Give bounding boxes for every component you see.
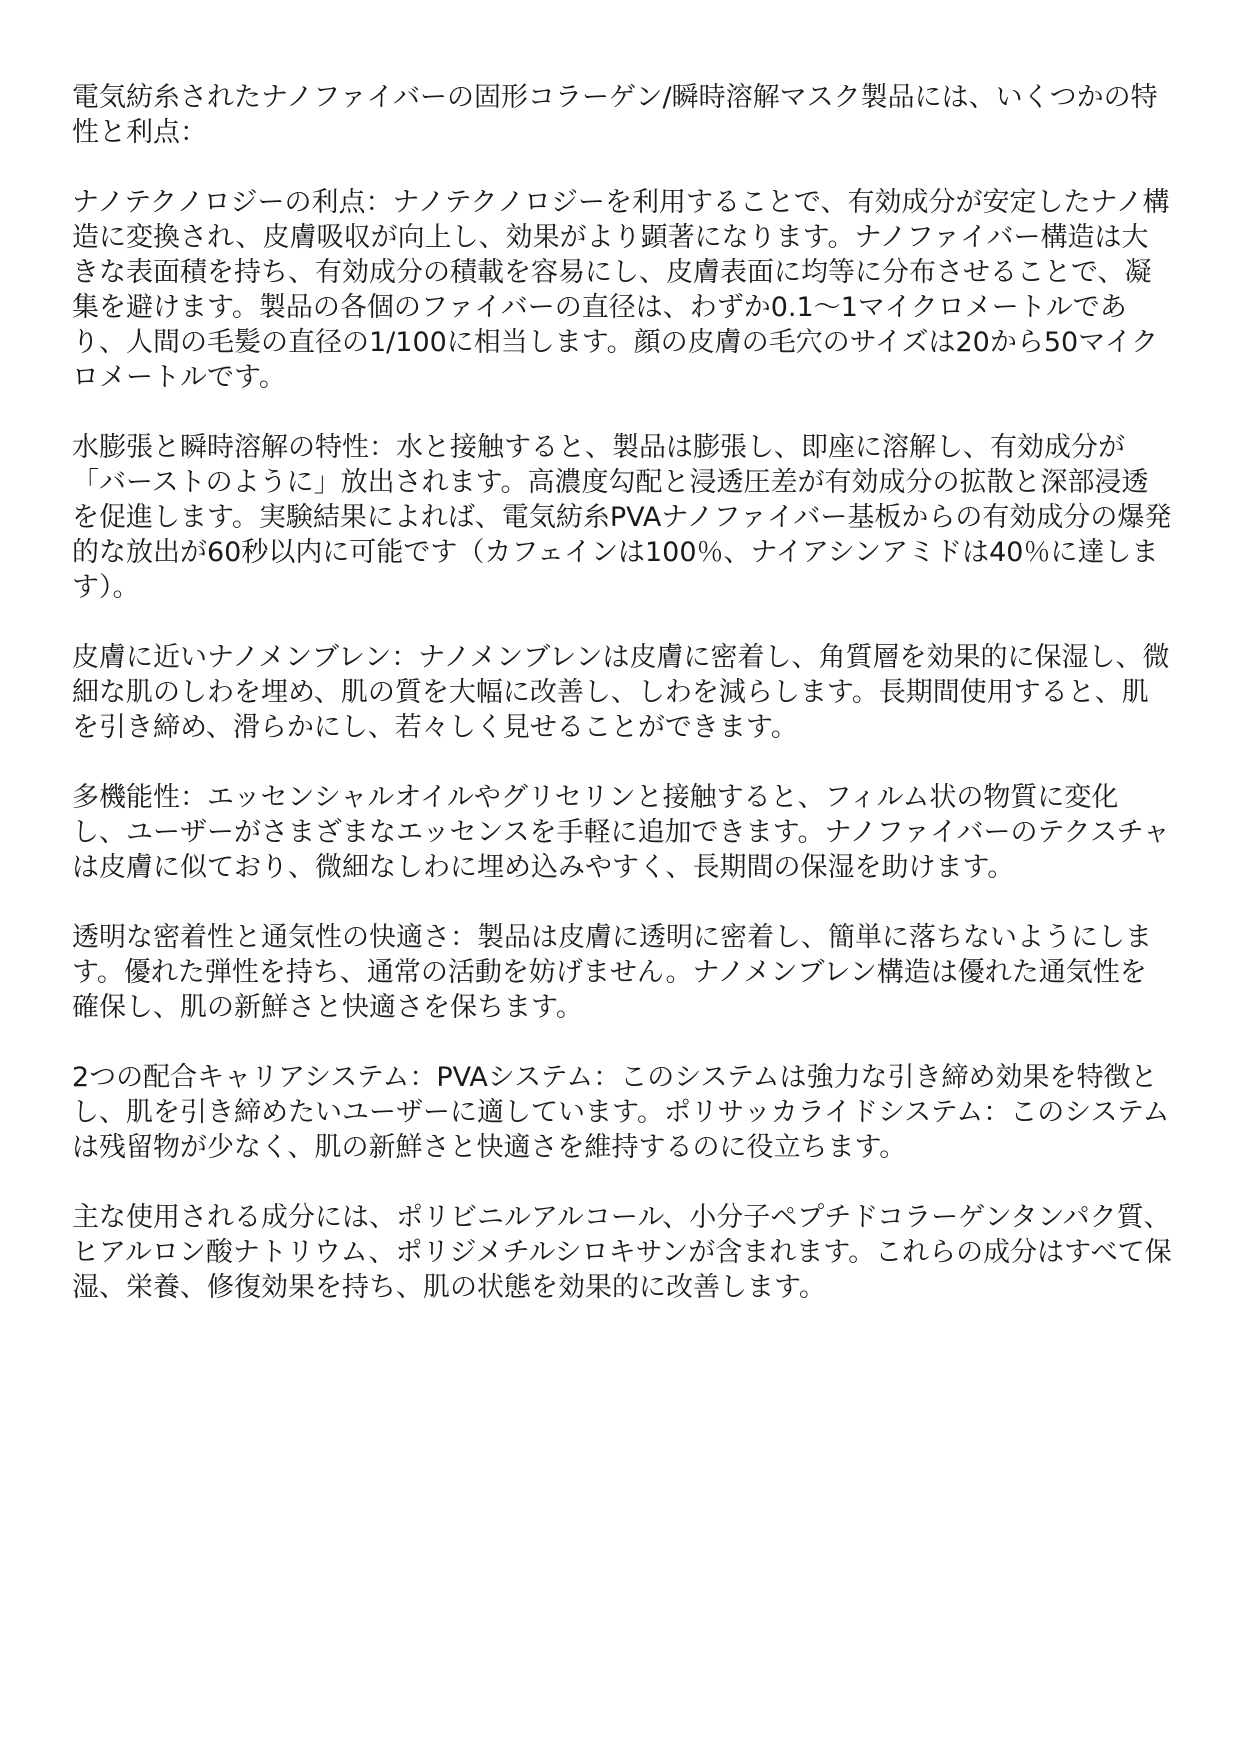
nanomembrane-paragraph: 皮膚に近いナノメンブレン：ナノメンブレンは皮膚に密着し、角質層を効果的に保湿し、微細な肌のしわを埋め、肌の質を大幅に改善し、しわを減らします。長期間使用すると、肌を引き締め、滑らかにし、若々しく見せることができます。 bbox=[72, 642, 1170, 743]
nanotechnology-paragraph: ナノテクノロジーの利点：ナノテクノロジーを利用することで、有効成分が安定したナノ構造に変換され、皮膚吸収が向上し、効果がより顕著になります。ナノファイバー構造は大きな表面積を持ち、有効成分の積載を容易にし、皮膚表面に均等に分布させることで、凝集を避けます。製品の各個のファイバーの直径は、わずか0.1〜1マイクロメートルであり、人間の毛髪の直径の1/100に相当します。顔の皮膚の毛穴のサイズは20から50マイクロメートルです。 bbox=[72, 187, 1170, 393]
intro-paragraph: 電気紡糸されたナノファイバーの固形コラーゲン/瞬時溶解マスク製品には、いくつかの特性と利点： bbox=[72, 82, 1158, 148]
carrier-system-paragraph: 2つの配合キャリアシステム：PVAシステム：このシステムは強力な引き締め効果を特徴とし、肌を引き締めたいユーザーに適しています。ポリサッカライドシステム：このシステムは残留物が少なく、肌の新鮮さと快適さを維持するのに役立ちます。 bbox=[72, 1062, 1170, 1163]
multifunction-paragraph: 多機能性：エッセンシャルオイルやグリセリンと接触すると、フィルム状の物質に変化し、ユーザーがさまざまなエッセンスを手軽に追加できます。ナノファイバーのテクスチャは皮膚に似ており、微細なしわに埋め込みやすく、長期間の保湿を助けます。 bbox=[72, 782, 1170, 883]
breathability-paragraph: 透明な密着性と通気性の快適さ：製品は皮膚に透明に密着し、簡単に落ちないようにします。優れた弾性を持ち、通常の活動を妨げません。ナノメンブレン構造は優れた通気性を確保し、肌の新鮮さと快適さを保ちます。 bbox=[72, 922, 1152, 1023]
instant-dissolve-paragraph: 水膨張と瞬時溶解の特性：水と接触すると、製品は膨張し、即座に溶解し、有効成分が「バーストのように」放出されます。高濃度勾配と浸透圧差が有効成分の拡散と深部浸透を促進します。実験結果によれば、電気紡糸PVAナノファイバー基板からの有効成分の爆発的な放出が60秒以内に可能です（カフェインは100％、ナイアシンアミドは40％に達します）。 bbox=[72, 432, 1172, 603]
ingredients-paragraph: 主な使用される成分には、ポリビニルアルコール、小分子ペプチドコラーゲンタンパク質、ヒアルロン酸ナトリウム、ポリジメチルシロキサンが含まれます。これらの成分はすべて保湿、栄養、修復効果を持ち、肌の状態を効果的に改善します。 bbox=[72, 1202, 1172, 1303]
